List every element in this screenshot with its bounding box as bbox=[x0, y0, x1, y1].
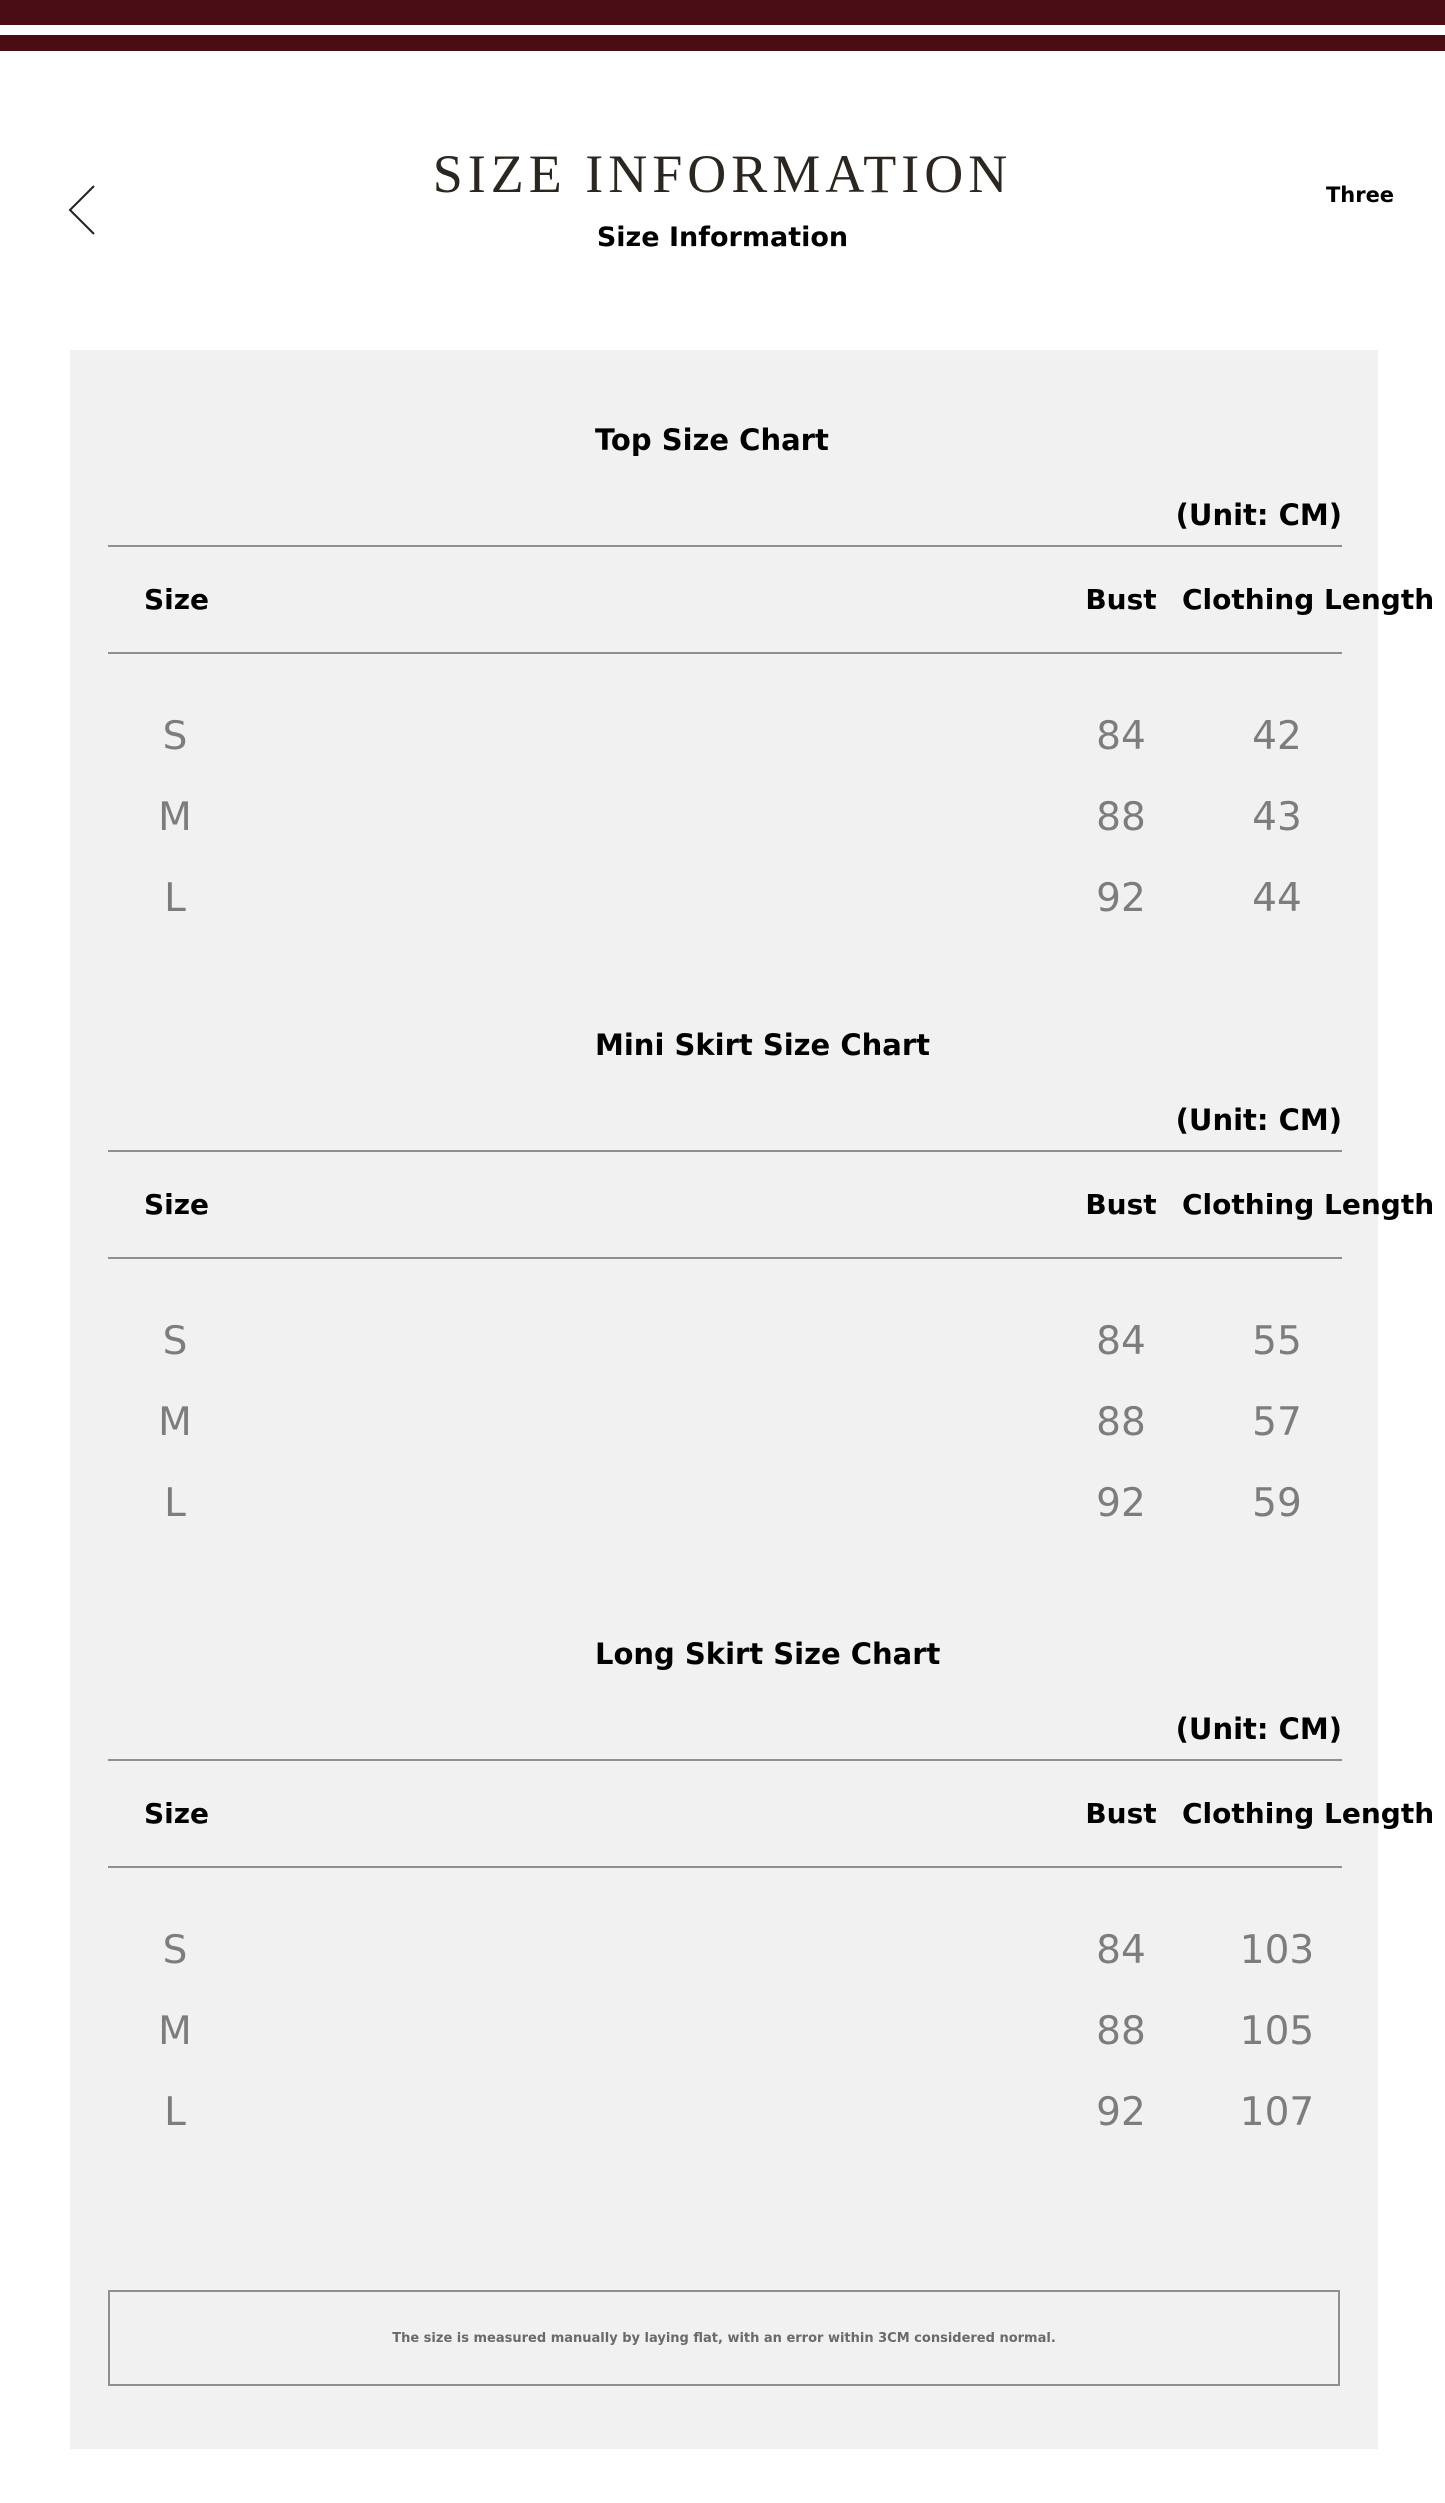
unit-label: (Unit: CM) bbox=[1175, 498, 1342, 532]
divider bbox=[108, 1257, 1342, 1259]
bust-cell: 88 bbox=[1096, 795, 1146, 840]
bust-cell: 92 bbox=[1096, 876, 1146, 921]
column-header-size: Size bbox=[144, 583, 210, 616]
length-cell: 44 bbox=[1252, 876, 1302, 921]
unit-label: (Unit: CM) bbox=[1175, 1103, 1342, 1137]
column-header-size: Size bbox=[144, 1797, 210, 1830]
chart-title: Top Size Chart bbox=[595, 423, 829, 457]
table-row bbox=[70, 1391, 1378, 1472]
size-chart-mini-skirt bbox=[70, 955, 1435, 1526]
column-header-bust: Bust bbox=[1085, 1188, 1157, 1221]
bust-cell: 84 bbox=[1096, 1928, 1146, 1973]
size-cell: L bbox=[164, 2090, 186, 2135]
length-cell: 55 bbox=[1252, 1319, 1302, 1364]
bust-cell: 92 bbox=[1096, 2090, 1146, 2135]
table-row bbox=[70, 2000, 1378, 2081]
size-cell: M bbox=[158, 1400, 192, 1445]
size-cell: S bbox=[162, 1319, 188, 1364]
column-header-bust: Bust bbox=[1085, 1797, 1157, 1830]
table-row bbox=[70, 867, 1378, 948]
size-chart-top bbox=[70, 350, 1435, 921]
column-header-size: Size bbox=[144, 1188, 210, 1221]
table-row bbox=[70, 786, 1378, 867]
table-row bbox=[70, 1310, 1378, 1391]
measurement-note: The size is measured manually by laying flat, with an error within 3CM considered normal. bbox=[392, 2330, 1056, 2346]
bust-cell: 92 bbox=[1096, 1481, 1146, 1526]
length-cell: 107 bbox=[1239, 2090, 1315, 2135]
size-chart-panel bbox=[70, 350, 1435, 2449]
length-cell: 103 bbox=[1239, 1928, 1315, 1973]
bust-cell: 84 bbox=[1096, 1319, 1146, 1364]
chart-title: Long Skirt Size Chart bbox=[595, 1637, 941, 1671]
column-header-clothing-length: Clothing Length bbox=[1182, 1797, 1435, 1830]
length-cell: 59 bbox=[1252, 1481, 1302, 1526]
size-cell: L bbox=[164, 1481, 186, 1526]
bust-cell: 88 bbox=[1096, 2009, 1146, 2054]
table-row bbox=[70, 1472, 1378, 1553]
top-brand-stripe bbox=[0, 0, 1445, 25]
length-cell: 105 bbox=[1239, 2009, 1315, 2054]
size-cell: M bbox=[158, 2009, 192, 2054]
length-cell: 42 bbox=[1252, 714, 1302, 759]
measurement-note-box bbox=[108, 2290, 1340, 2386]
column-header-clothing-length: Clothing Length bbox=[1182, 1188, 1435, 1221]
divider bbox=[108, 1759, 1342, 1761]
size-cell: S bbox=[162, 1928, 188, 1973]
size-cell: M bbox=[158, 795, 192, 840]
size-cell: S bbox=[162, 714, 188, 759]
column-header-clothing-length: Clothing Length bbox=[1182, 583, 1435, 616]
divider bbox=[108, 1150, 1342, 1152]
bust-cell: 88 bbox=[1096, 1400, 1146, 1445]
divider bbox=[108, 1866, 1342, 1868]
table-row bbox=[70, 2081, 1378, 2162]
top-brand-stripe-thin bbox=[0, 35, 1445, 51]
table-row bbox=[70, 1919, 1378, 2000]
page-title: SIZE INFORMATION bbox=[432, 144, 1013, 204]
table-row bbox=[70, 705, 1378, 786]
length-cell: 57 bbox=[1252, 1400, 1302, 1445]
column-header-bust: Bust bbox=[1085, 583, 1157, 616]
divider bbox=[108, 545, 1342, 547]
chart-title: Mini Skirt Size Chart bbox=[595, 1028, 930, 1062]
page-tag: Three bbox=[1325, 183, 1395, 207]
page-subtitle: Size Information bbox=[596, 222, 849, 253]
divider bbox=[108, 652, 1342, 654]
size-cell: L bbox=[164, 876, 186, 921]
bust-cell: 84 bbox=[1096, 714, 1146, 759]
length-cell: 43 bbox=[1252, 795, 1302, 840]
size-chart-long-skirt bbox=[70, 1564, 1435, 2135]
unit-label: (Unit: CM) bbox=[1175, 1712, 1342, 1746]
